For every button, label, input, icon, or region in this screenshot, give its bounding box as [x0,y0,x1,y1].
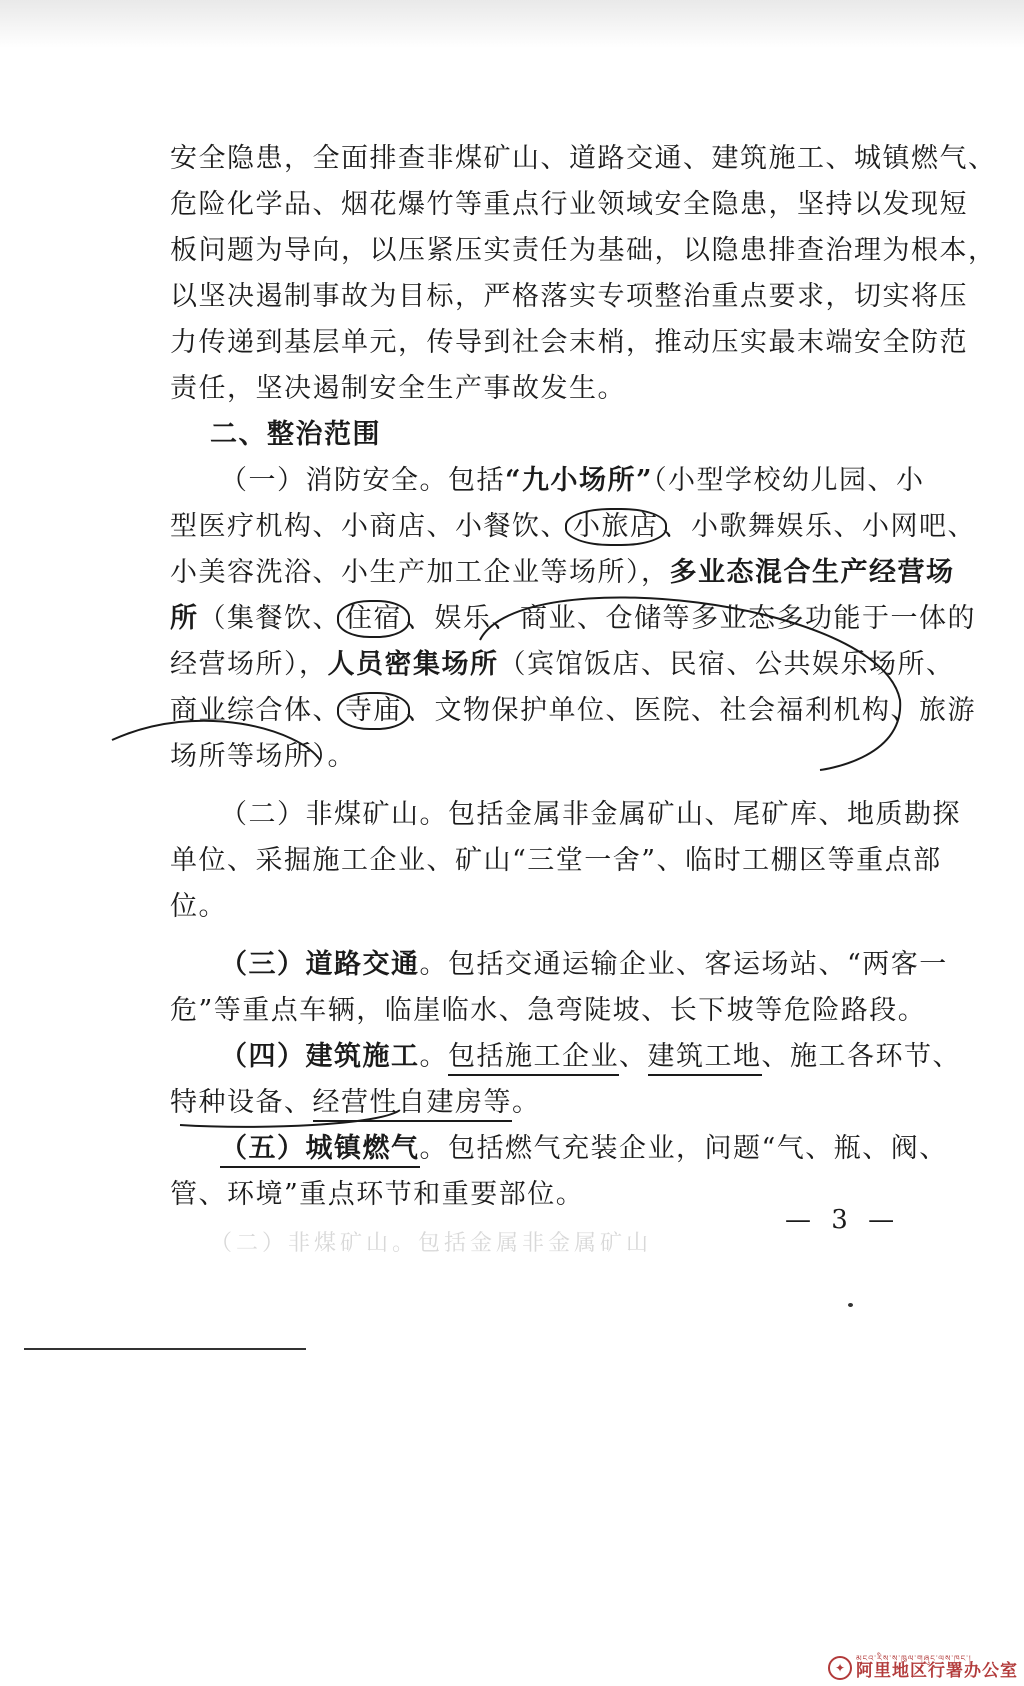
text-span: 、施工各环节、 [761,1041,961,1072]
text-span: 、娱乐、商业、仓储等多业态多功能于一体的 [406,603,976,634]
section-fire-safety [170,458,976,780]
section-title: （四）建筑施工 [220,1041,420,1072]
text-span: 商业综合体、 [170,695,341,726]
text-span: 。 [512,1087,541,1118]
text-line: 单位、采掘施工企业、矿山“三堂一舍”、临时工棚区等重点部 [170,845,942,876]
text-line: 位。 [170,891,227,922]
text-line [170,504,976,550]
handwritten-underline-mark: 包括施工企业 [448,1041,619,1076]
section-title: （五）城镇燃气 [220,1133,420,1168]
handwritten-underline-mark: 经营性自建房等 [313,1087,513,1122]
text-span: 型医疗机构、小商店、小餐饮、 [170,511,569,542]
watermark-text: 阿里地区行署办公室 [856,1661,1018,1681]
text-span: （集餐饮、 [198,603,341,634]
bold-term: 人员密集场所 [327,649,499,680]
text-line [170,550,955,596]
text-span: 、小歌舞娱乐、小网吧、 [662,511,976,542]
handwritten-circle-mark: 住宿 [337,600,410,638]
text-line [170,942,948,988]
text-span: 特种设备、 [170,1087,313,1118]
text-span: 、文物保护单位、医院、社会福利机构、旅游 [406,695,976,726]
footer-rule [24,1348,306,1350]
text-line: 危”等重点车辆，临崖临水、急弯陡坡、长下坡等危险路段。 [170,995,927,1026]
section-non-coal-mines [170,792,961,930]
handwritten-underline-mark: 建筑工地 [648,1041,762,1076]
text-line [170,458,925,504]
text-line [170,792,961,838]
watermark-tibetan: མངའ་རིས་ས་ཁུལ་གཞུང་ལས་ཁང་། [856,1654,972,1663]
text-span: 。包括 [419,465,505,496]
bold-term: 所 [170,603,199,634]
section-construction [170,1034,961,1126]
scan-shadow [0,0,1024,48]
text-line: 安全隐患，全面排查非煤矿山、道路交通、建筑施工、城镇燃气、 [170,143,997,174]
text-line: 以坚决遏制事故为目标，严格落实专项整治重点要求，切实将压 [170,281,968,312]
section-title: （三）道路交通 [220,949,420,980]
page-number: — 3 — [785,1205,901,1235]
text-line: 力传递到基层单元，传导到社会末梢，推动压实最末端安全防范 [170,327,968,358]
text-span: 小美容洗浴、小生产加工企业等场所）， [170,557,670,588]
text-span: 。 [419,1041,448,1072]
scan-speck [848,1303,853,1307]
text-line [170,596,976,642]
section-title: （一）消防安全 [220,465,420,496]
handwritten-circle-mark: 寺庙 [337,692,410,730]
text-line: 管、环境”重点环节和重要部位。 [170,1179,585,1210]
office-watermark [828,1655,1018,1680]
text-span: （宾馆饭店、民宿、公共娱乐场所、 [498,649,955,680]
section-heading: 二、整治范围 [210,419,381,450]
text-line: 危险化学品、烟花爆竹等重点行业领域安全隐患，坚持以发现短 [170,189,968,220]
bold-term: 多业态混合生产经营场 [669,557,955,588]
text-line [170,688,976,734]
bold-term: “九小场所” [505,465,654,496]
text-span: 经营场所）， [170,649,328,680]
text-line [170,642,955,688]
section-title: （二） [220,799,306,830]
text-span: 、 [619,1041,648,1072]
text-span: 。包括燃气充装企业，问题“气、瓶、阀、 [419,1133,948,1164]
text-line [170,1034,961,1080]
text-line [170,1080,910,1126]
seal-icon: ✦ [828,1656,852,1680]
text-span: 。包括金属非金属矿山、尾矿库、地质勘探 [419,799,961,830]
text-span: （小型学校幼儿园、小 [653,465,925,496]
section-road-traffic [170,942,948,1034]
text-line: 责任，坚决遏制安全生产事故发生。 [170,373,626,404]
document-body [170,136,997,1218]
section-title: 非煤矿山 [305,799,420,830]
handwritten-circle-mark: 小旅店 [565,508,667,546]
text-span: 。包括交通运输企业、客运场站、“两客一 [419,949,948,980]
paragraph-intro [170,136,997,412]
text-line: 板问题为导向，以压紧压实责任为基础，以隐患排查治理为根本， [170,235,997,266]
text-line: 场所等场所）。 [170,741,356,772]
bleed-through-text: （二）非煤矿山。包括金属非金属矿山 [210,1231,653,1256]
text-line [170,1126,948,1172]
